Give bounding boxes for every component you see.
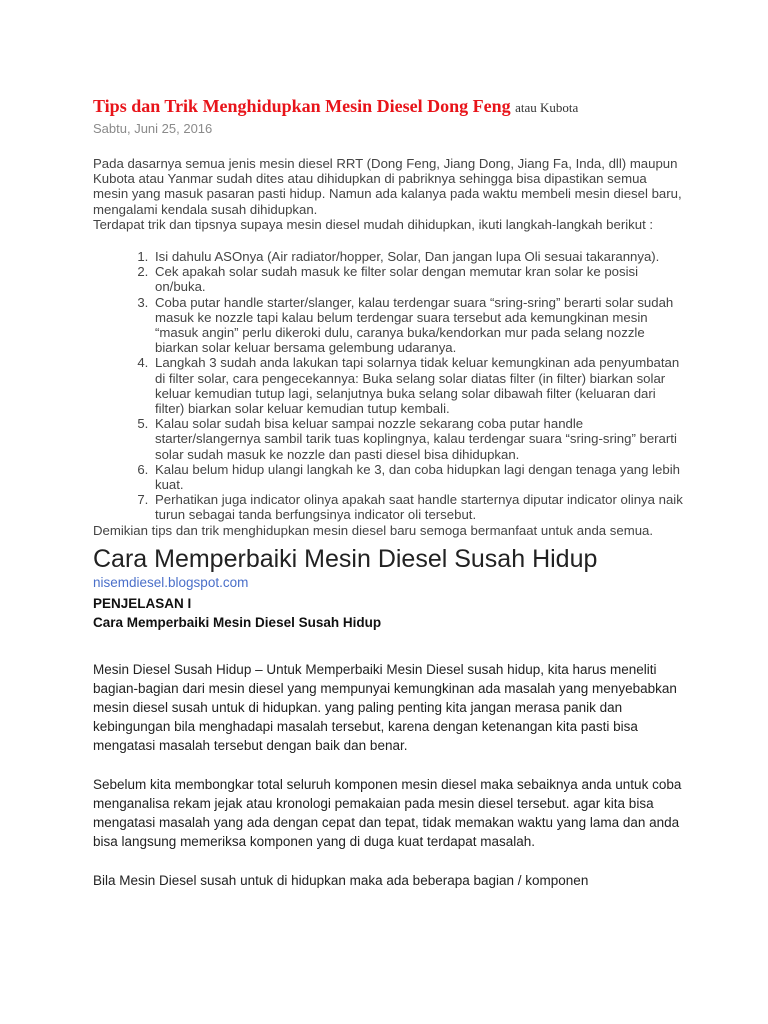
body-paragraph: Mesin Diesel Susah Hidup – Untuk Memperbaiki Mesin Diesel susah hidup, kita harus meneliti bagian-bagian dari mesin diesel yang mempunyai kemungkinan ada masalah yang menyebabkan mesin diesel susah untuk di hidupkan. yang paling penting kita jangan merasa panik dan kebingungan bila menghadapi masalah tersebut, karena dengan ketenangan kita pasti bisa mengatasi masalah tersebut dengan baik dan benar. [93, 661, 677, 753]
list-item: 6. Kalau belum hidup ulangi langkah ke 3, dan coba hidupkan lagi dengan tenaga yang lebih kuat. [152, 462, 683, 492]
intro-instruction: Terdapat trik dan tipsnya supaya mesin diesel mudah dihidupkan, ikuti langkah-langkah berikut : [93, 216, 654, 232]
article-title: Tips dan Trik Menghidupkan Mesin Diesel Dong Feng [93, 96, 511, 116]
body-paragraph: Bila Mesin Diesel susah untuk di hidupkan maka ada beberapa bagian / komponen [93, 872, 589, 888]
article-title-suffix: atau Kubota [515, 100, 579, 115]
list-item: 2. Cek apakah solar sudah masuk ke filter solar dengan memutar kran solar ke posisi on/buka. [152, 264, 683, 294]
list-item: 7. Perhatikan juga indicator olinya apakah saat handle starternya diputar indicator olinya naik turun sebagai tanda berfungsinya indicator oli tersebut. [152, 492, 683, 522]
source-link[interactable]: nisemdiesel.blogspot.com [93, 574, 249, 590]
list-item: 4. Langkah 3 sudah anda lakukan tapi solarnya tidak keluar kemungkinan ada penyumbatan di filter solar, cara pengecekannya: Buka selang solar diatas filter (in filter) biarkan solar keluar kemudian tutup lagi, selanjutnya buka selang solar dibawah filter (keluaran dari filter) biarkan solar keluar kemudian tutup kembali. [152, 355, 683, 416]
list-item: 3. Coba putar handle starter/slanger, kalau terdengar suara “sring-sring” berarti solar sudah masuk ke nozzle tapi kalau belum terdengar suara tersebut ada kemungkinan mesin “masuk angin” perlu dikeroki dulu, caranya buka/kendorkan mur pada selang nozzle biarkan solar keluar bersama gelembung udaranya. [152, 295, 683, 356]
list-item: 5. Kalau solar sudah bisa keluar sampai nozzle sekarang coba putar handle starter/slangernya sambil tarik tuas koplingnya, kalau terdengar suara “sring-sring” berarti solar sudah masuk ke nozzle dan pasti diesel bisa dihidupkan. [152, 416, 683, 462]
article-title-line [93, 94, 683, 120]
body-paragraph: Sebelum kita membongkar total seluruh komponen mesin diesel maka sebaiknya anda untuk coba menganalisa rekam jejak atau kronologi pemakaian pada mesin diesel tersebut. agar kita bisa mengatasi masalah yang ada dengan cepat dan tepat, tidak memakan waktu yang lama dan anda bisa langsung memeriksa komponen yang di duga kuat terdapat masalah. [93, 776, 682, 849]
intro-paragraph: Pada dasarnya semua jenis mesin diesel RRT (Dong Feng, Jiang Dong, Jiang Fa, Inda, dll) maupun Kubota atau Yanmar sudah dites atau dihidupkan di pabriknya sehingga bisa dipastikan semua mesin yang masuk pasaran pasti hidup. Namun ada kalanya pada waktu membeli mesin diesel baru, mengalami kendala susah dihidupkan. [93, 156, 682, 217]
section-subtitle: Cara Memperbaiki Mesin Diesel Susah Hidup [93, 614, 382, 630]
closing-paragraph: Demikian tips dan trik menghidupkan mesin diesel baru semoga bermanfaat untuk anda semua. [93, 522, 654, 538]
document-page [93, 94, 683, 890]
steps-list [93, 249, 683, 523]
section-heading: Cara Memperbaiki Mesin Diesel Susah Hidup [93, 544, 598, 573]
section-label: PENJELASAN I [93, 595, 192, 611]
article-date: Sabtu, Juni 25, 2016 [93, 121, 213, 136]
list-item: 1. Isi dahulu ASOnya (Air radiator/hopper, Solar, Dan jangan lupa Oli sesuai takarannya). [152, 249, 683, 264]
